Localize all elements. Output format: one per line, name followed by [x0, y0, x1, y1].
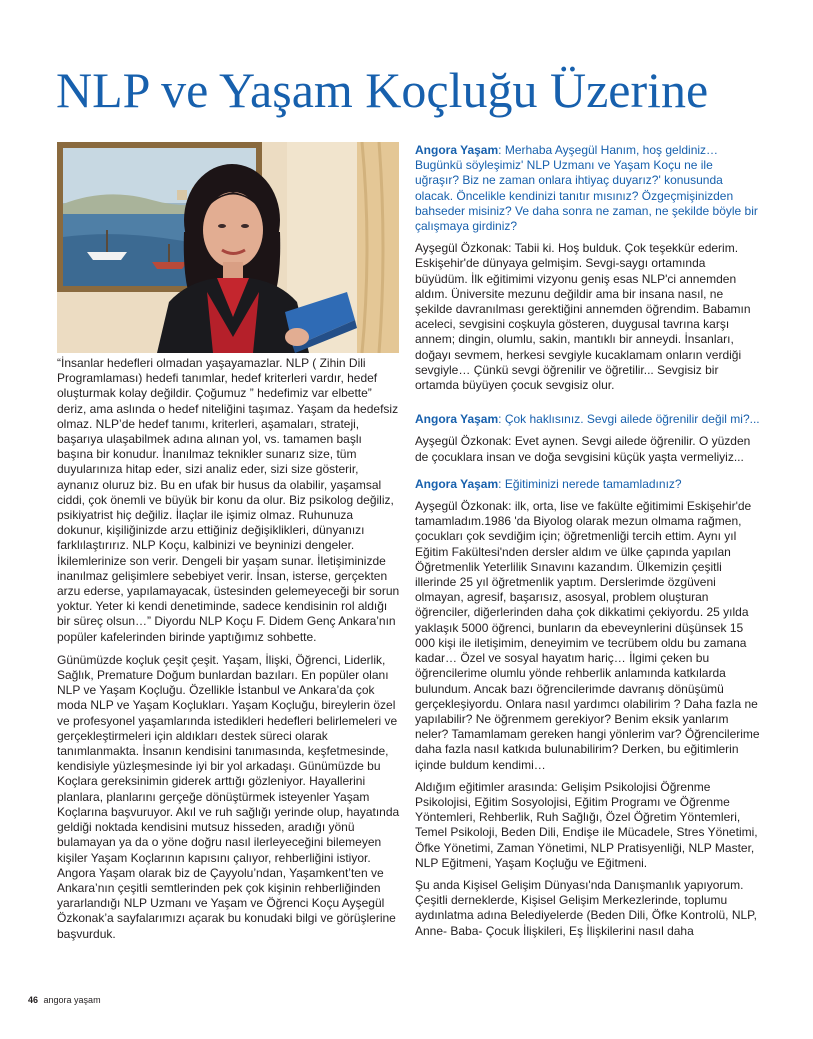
publication-name: angora yaşam	[43, 995, 101, 1005]
interview-answer: Ayşegül Özkonak: Tabii ki. Hoş bulduk. Çok teşekkür ederim. Eskişehir'de dünyaya gelmişim. Sevgi-saygı ortamında büyüdüm. İlk eğitimimi vizyonu geniş esas NLP'ci annemden aldım. Üniversite mezunu değildir ama bir insana nasıl, ne şekilde davranılması gerektiğini annemden öğrendim. Babamın aceleci, sevgisini coşkuyla gösteren, duygusal tavrına karşı annem; dingin, olumlu, sakin, mantıklı bir anneydi. İnsanları, doğayı sevmem, herkesi sevgiyle kucaklamam onların verdiği sevgiyle… Çünkü sevgi öğrenilir ve öğretilir... Sevgisiz bir ortamda büyüyen çocuk sevgisiz olur.	[415, 241, 751, 393]
question-speaker: Angora Yaşam	[415, 143, 499, 157]
interview-photo	[57, 142, 399, 353]
portrait-image	[57, 142, 399, 353]
interview-answer: Şu anda Kişisel Gelişim Dünyası'nda Danışmanlık yapıyorum. Çeşitli derneklerde, Kişisel Gelişim Merkezlerinde, toplumu aydınlatma adına Belediyelerde (Beden Dili, Öfke Kontrolü, NLP, Anne- Baba- Çocuk İlişkileri, Eş İlişkilerini nasıl daha	[415, 877, 757, 938]
interview-answer: Aldığım eğitimler arasında: Gelişim Psikolojisi Öğrenme Psikolojisi, Eğitim Sosyolojisi, Eğitim Programı ve Öğrenme Yöntemleri, Rehberlik, Ruh Sağlığı, Özel Öğretim Yöntemleri, Temel Psikoloji, Beden Dili, Endişe ile Mücadele, Stres Yönetimi, Öfke Yönetimi, Zaman Yönetimi, NLP Pratisyenliği, NLP Master, NLP Eğitmeni, Yaşam Koçluğu ve Eğitmeni.	[415, 779, 758, 870]
page-number: 46	[28, 995, 39, 1005]
interview-question: Angora Yaşam: Eğitiminizi nerede tamamladınız?	[415, 476, 682, 491]
interview-answer: Ayşegül Özkonak: ilk, orta, lise ve fakülte eğitimimi Eskişehir'de tamamladım.1986 'da Biyolog olarak mezun olmama rağmen, çocukları çok sevdiğim için; öğretmenliği tercih ettim. Aynı yıl Eğitim Fakültesi'nden dersler aldım ve ülke çapında yapılan Öğretmenlik Yeterlilik Sınavını kazandım. Ülkemizin çeşitli illerinde 25 yıl öğretmenlik yaptım. Derslerimde özgüveni olmayan, agresif, başarısız, asosyal, problem oluşturan öğrenciler, diğerlerinden daha çok dikkatimi çekiyordu. 25 yılda yaklaşık 5000 öğrenci, bunların da ebeveynlerini düşünsek 15 000 kişi ile iletişimim, deneyimim ve tecrübem oldu bu zamana kadar… Özel ve sosyal hayatım hariç… İlgimi çeken bu öğrencilerime olumlu yönde rehberlik anlamında katkılarda bulundum. Ancak bazı öğrencilerimde davranış dönüşümü gerçekleşiyordu. Onlara nasıl yardımcı olabilirim ? Daha fazla ne yapılabilir? Ne öğrenmem gerekiyor? Benim eksik yanlarım neler? Tamamlamam gereken hangi yönlerim var? Öğrencilerime daha fazla nasıl katkıda bulunabilirim? Derken, bu eğitimlerin içinde buldum kendimi…	[415, 499, 760, 772]
question-text: Merhaba Ayşegül Hanım, hoş geldiniz… Bugünkü söyleşimiz' NLP Uzmanı ve Yaşam Koçu ne ile uğraşır? Biz ne zaman onlara ihtiyaç duyarız?' konusunda olacak. Öncelikle kendinizi tanıtır mısınız? Özgeçmişinizden bahseder misiniz? Ve daha sonra ne zaman, ne şekilde böyle bir çalışmaya girdiniz?	[415, 143, 758, 234]
question-text: Eğitiminizi nerede tamamladınız?	[504, 476, 682, 491]
intro-paragraph: Günümüzde koçluk çeşit çeşit. Yaşam, İlişki, Öğrenci, Liderlik, Sağlık, Premature Doğum bunlardan bazıları. En popüler olanı NLP ve Yaşam Koçluğu. Özellikle İstanbul ve Ankara’da çok moda NLP ve Yaşam Koçlukları. Yaşam Koçluğu, bireylerin özel ve profesyonel yaşamlarında istedikleri hedefleri belirlemeleri ve gerçekleştirmeleri için aldıkları destek süreci olarak tanımlanmakta. İnsanın kendisini tanımasında, keşfetmesinde, kendisiyle yüzleşmesinde iyi bir yol arkadaşı. Günümüzde bu Koçlara gereksinimin giderek arttığı gözleniyor. Hayallerini planlara, planlarını gerçeğe dönüştürmek isteyenler Yaşam Koçlarına başvuruyor. Akıl ve ruh sağlığı yerinde olup, hayatında geldiği noktada kendisini mutsuz hisseden, aradığı yönü bulamayan ya da o yöne doğru nasıl ilerleyeceğini bilemeyen kişiler Yaşam Koçlarının kapısını çalıyor, rehberliğini istiyor. Angora Yaşam olarak biz de Çayyolu’ndan, Yaşamkent’ten ve Ankara’nın çeşitli semtlerinden pek çok kişinin rehberliğinden yararlandığı NLP Uzmanı ve Yaşam ve Öğrenci Koçu Ayşegül Özkonak’a sayfalarımızı açarak bu konudaki bilgi ve görüşlerine başvurduk.	[57, 652, 400, 941]
page-footer	[28, 995, 101, 1005]
interview-block	[415, 477, 760, 939]
question-speaker: Angora Yaşam	[415, 476, 499, 491]
interview-block	[415, 143, 760, 393]
intro-column	[57, 356, 401, 942]
page-title: NLP ve Yaşam Koçluğu Üzerine	[56, 62, 709, 118]
interview-question: Angora Yaşam: Çok haklısınız. Sevgi ailede öğrenilir değil mi?...	[415, 412, 760, 427]
question-speaker: Angora Yaşam	[415, 412, 499, 427]
intro-paragraph: “İnsanlar hedefleri olmadan yaşayamazlar. NLP ( Zihin Dili Programlaması) hedefi tanımlar, hedef kriterleri vardır, hedef oluşturmak kolay değildir. Çoğumuz ” hedefimiz var elbette” deriz, ama aslında o hedef niteliğini taşımaz. Yaşam da hedefsiz olmaz. NLP’de hedef tanımı, kriterleri, aşamaları, strateji, başarıya ulaşabilmek adına alınan yol, vs. tamamen başlı başına bir konudur. İnanılmaz teknikler sunarız size, tüm duyularınıza hitap eder, sizi analiz eder, sizi size gösterir, aynanız oluruz biz. Bu en ufak bir husus da olabilir, yaşamsal ciddi, çok önemli ve büyük bir konu da olur. Biz psikolog değiliz, psikiyatrist hiç değiliz. İlaçlar ile işimiz olmaz. Ruhunuza dokunur, kişiliğinizde arzu ettiğiniz değişiklikleri, dünyanızı farklılaştırırız. NLP Koçu, kalbinizi ve beyninizi dengeler. İkilemlerinize son verir. Dengeli bir yaşam sunar. İletişiminizde inanılmaz gelişimlere sebebiyet verir. İnsan, isterse, gerçekten arzu ederse, yapılamayacak, üstesinden gelemeyeceği bir sorun yoktur. Yeter ki kendi denetiminde, sadece kendisinin rol aldığı bir süreç olsun…” Diyordu NLP Koçu F. Didem Genç Ankara’nın popüler kafelerinden birinde yaptığımız sohbette.	[57, 356, 400, 644]
interview-block	[415, 412, 760, 465]
question-text: Çok haklısınız. Sevgi ailede öğrenilir değil mi?...	[504, 412, 760, 427]
interview-question: Angora Yaşam: Merhaba Ayşegül Hanım, hoş geldiniz… Bugünkü söyleşimiz' NLP Uzmanı ve Yaşam Koçu ne ile uğraşır? Biz ne zaman onlara ihtiyaç duyarız?' konusunda olacak. Öncelikle kendinizi tanıtır mısınız? Özgeçmişinizden bahseder misiniz? Ve daha sonra ne zaman, ne şekilde böyle bir çalışmaya girdiniz?	[415, 143, 758, 234]
interview-answer: Ayşegül Özkonak: Evet aynen. Sevgi ailede öğrenilir. O yüzden de çocuklara insan ve doğa sevgisini küçük yaşta vermeliyiz...	[415, 434, 751, 464]
interview-column	[415, 143, 760, 958]
